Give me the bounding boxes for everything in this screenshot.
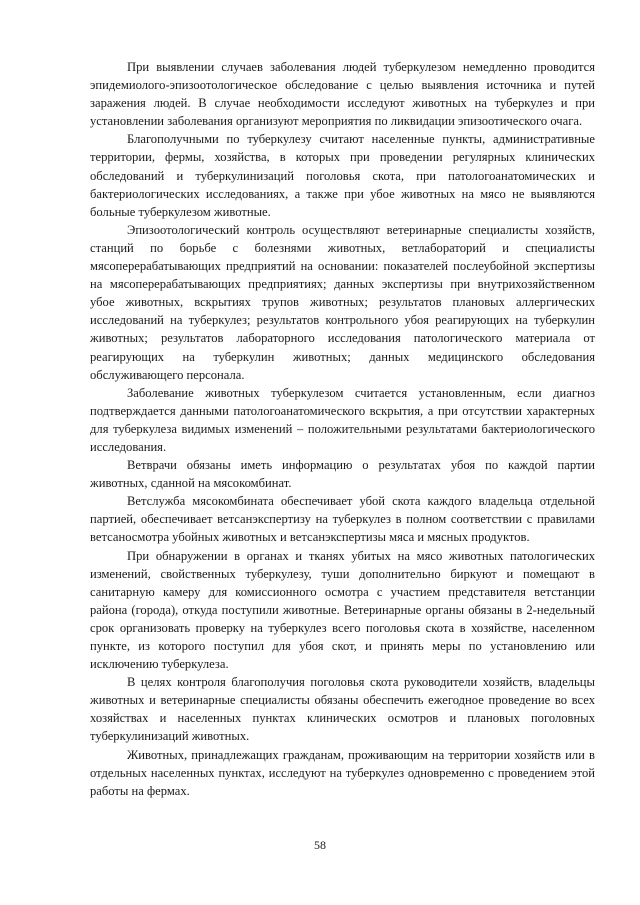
paragraph-meat-plant-service: Ветслужба мясокомбината обеспечивает убой скота каждого владельца отдельной партией, обеспечивает ветсанэкспертизу на туберкулез в полном соответствии с правилами ветсаносмотра убойных животных и ветсанэкспертизы мяса и мясных продуктов. (90, 494, 595, 545)
page-number: 58 (314, 838, 326, 852)
paragraph-vets-information: Ветврачи обязаны иметь информацию о результатах убоя по каждой партии животных, сданной на мясокомбинат. (90, 458, 595, 491)
paragraph-tuberculosis-in-people: При выявлении случаев заболевания людей туберкулезом немедленно проводится эпидемиолого-эпизоотологическое обследование с целью выявления источника и путей заражения людей. В случае необходимости исследуют животных на туберкулез и при установлении заболевания организуют мероприятия по ликвидации эпизоотического очага. (90, 60, 595, 129)
paragraph-annual-inspections: В целях контроля благополучия поголовья скота руководители хозяйств, владельцы животных и ветеринарные специалисты обязаны обеспечить ежегодное проведение во всех хозяйствах и населенных пунктах клинических осмотров и плановых поголовных туберкулинизаций животных. (90, 675, 595, 744)
paragraph-private-animals: Животных, принадлежащих гражданам, проживающим на территории хозяйств или в отдельных населенных пунктах, исследуют на туберкулез одновременно с проведением этой работы на фермах. (90, 747, 595, 798)
document-page (90, 58, 595, 800)
paragraph-diagnosis-established: Заболевание животных туберкулезом считается установленным, если диагноз подтверждается данными патологоанатомического вскрытия, а при отсутствии характерных для туберкулеза видимых изменений – положительными результатами бактериологического исследования. (90, 385, 595, 454)
paragraph-epizootic-control: Эпизоотологический контроль осуществляют ветеринарные специалисты хозяйств, станций по борьбе с болезнями животных, ветлабораторий и специалисты мясоперерабатывающих предприятий на основании: показателей послеубойной экспертизы на мясоперерабатывающих предприятиях; данных экспертизы при внутрихозяйственном убое животных, вскрытиях трупов животных; результатов плановых аллергических исследований на туберкулез; результатов контрольного убоя реагирующих на туберкулин животных; результатов лабораторного исследования патологического материала от реагирующих на туберкулин животных; данных медицинского обследования обслуживающего персонала. (90, 222, 595, 382)
paragraph-pathology-detection: При обнаружении в органах и тканях убитых на мясо животных патологических изменений, свойственных туберкулезу, туши дополнительно биркуют и помещают в санитарную камеру для комиссионного осмотра с участием представителя ветстанции района (города), откуда поступили животные. Ветеринарные органы обязаны в 2-недельный срок организовать проверку на туберкулез всего поголовья скота в хозяйстве, населенном пункте, из которого поступил для убоя скот, и принять меры по установлению или исключению туберкулеза. (90, 548, 595, 672)
paragraph-wellbeing-criteria: Благополучными по туберкулезу считают населенные пункты, административные территории, фермы, хозяйства, в которых при проведении регулярных клинических обследований и туберкулинизаций поголовья скота, при патологоанатомических и бактериологических исследованиях, а также при убое животных на мясо не выявляются больные туберкулезом животные. (90, 132, 595, 219)
